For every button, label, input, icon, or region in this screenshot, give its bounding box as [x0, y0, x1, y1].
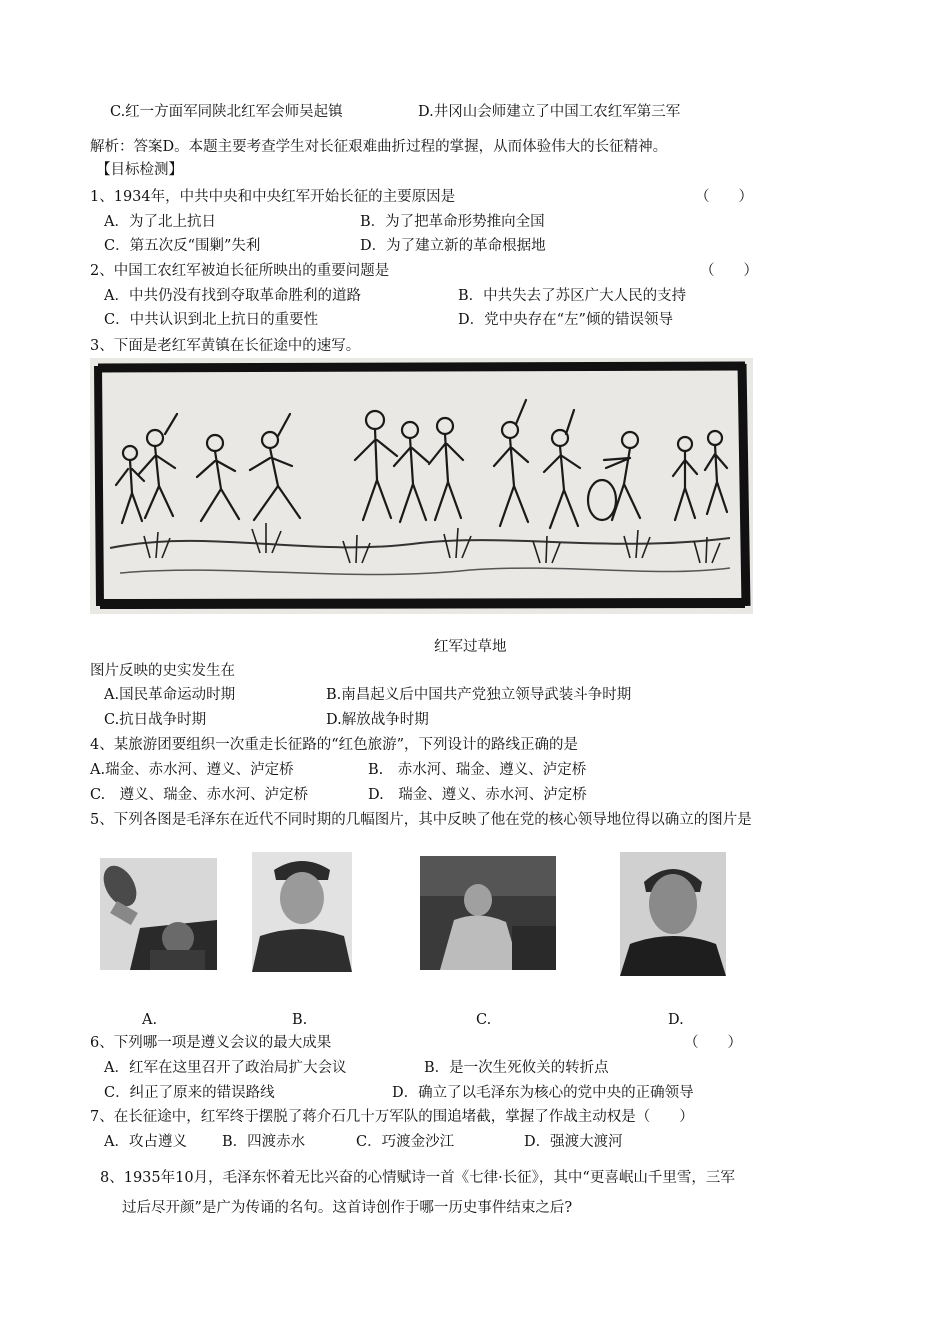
q3-stem: 3、下面是老红军黄镇在长征途中的速写。: [90, 338, 361, 354]
q7-option-d: D．强渡大渡河: [524, 1134, 623, 1150]
q1-stem: 1、1934年，中共中央和中央红军开始长征的主要原因是: [90, 189, 456, 205]
q7-option-b: B．四渡赤水: [222, 1134, 306, 1150]
q4-option-d: D. 瑞金、遵义、赤水河、泸定桥: [368, 787, 587, 803]
q7-stem: 7、在长征途中，红军终于摆脱了蒋介石几十万军队的围追堵截，掌握了作战主动权是（ ）: [90, 1109, 694, 1125]
section-title: 【目标检测】: [96, 162, 183, 178]
q2-stem: 2、中国工农红军被迫长征所映出的重要问题是: [90, 263, 390, 279]
q7-option-c: C．巧渡金沙江: [356, 1134, 455, 1150]
photo-label-c: C.: [476, 1012, 492, 1028]
q2-option-d: D．党中央存在“左”倾的错误领导: [458, 312, 673, 328]
option-c-top: C.红一方面军同陕北红军会师吴起镇: [110, 104, 343, 120]
q6-stem: 6、下列哪一项是遵义会议的最大成果: [90, 1035, 332, 1051]
option-d-top: D.井冈山会师建立了中国工农红军第三军: [418, 104, 681, 120]
q3-option-d: D.解放战争时期: [326, 712, 429, 728]
q3-option-b: B.南昌起义后中国共产党独立领导武装斗争时期: [326, 687, 632, 703]
q7-option-a: A．攻占遵义: [104, 1134, 187, 1150]
q2-option-b: B．中共失去了苏区广大人民的支持: [458, 288, 687, 304]
q4-option-c: C. 遵义、瑞金、赤水河、泸定桥: [90, 787, 309, 803]
photo-c: [420, 856, 556, 970]
q4-stem: 4、某旅游团要组织一次重走长征路的“红色旅游”，下列设计的路线正确的是: [90, 737, 579, 753]
q4-option-b: B. 赤水河、瑞金、遵义、泸定桥: [368, 762, 587, 778]
q6-option-c: C．纠正了原来的错误路线: [104, 1085, 275, 1101]
q3-option-c: C.抗日战争时期: [104, 712, 207, 728]
q8-line-2: 过后尽开颜”是广为传诵的名句。这首诗创作于哪一历史事件结束之后?: [122, 1200, 573, 1216]
q4-option-a: A.瑞金、赤水河、遵义、泸定桥: [90, 762, 294, 778]
q8-line-1: 8、1935年10月，毛泽东怀着无比兴奋的心情赋诗一首《七律·长征》，其中“更喜岷山千里雪，三军: [100, 1170, 735, 1186]
photo-d: [620, 852, 726, 976]
photo-label-b: B.: [292, 1012, 308, 1028]
q2-option-a: A．中共仍没有找到夺取革命胜利的道路: [104, 288, 361, 304]
q2-answer-paren: （ ）: [700, 263, 758, 279]
photo-b: [252, 852, 352, 972]
photo-label-a: A.: [142, 1012, 158, 1028]
q6-option-d: D．确立了以毛泽东为核心的党中央的正确领导: [392, 1085, 694, 1101]
analysis-text: 解析：答案D。本题主要考查学生对长征艰难曲折过程的掌握，从而体验伟大的长征精神。: [90, 139, 668, 155]
q6-answer-paren: （ ）: [684, 1035, 742, 1051]
q1-option-a: A．为了北上抗日: [104, 214, 216, 230]
q1-answer-paren: （ ）: [695, 189, 753, 205]
q3-option-a: A.国民革命运动时期: [104, 687, 236, 703]
q1-option-d: D．为了建立新的革命根据地: [360, 238, 546, 254]
sketch-caption: 红军过草地: [434, 639, 507, 655]
q5-stem: 5、下列各图是毛泽东在近代不同时期的几幅图片，其中反映了他在党的核心领导地位得以确立的图片是: [90, 812, 752, 828]
q3-prompt: 图片反映的史实发生在: [90, 663, 235, 679]
sketch-red-army-crossing-grassland: [90, 358, 753, 614]
q6-option-b: B．是一次生死攸关的转折点: [424, 1060, 609, 1076]
photo-label-d: D.: [668, 1012, 684, 1028]
q2-option-c: C．中共认识到北上抗日的重要性: [104, 312, 319, 328]
q1-option-c: C．第五次反“围剿”失利: [104, 238, 261, 254]
q1-option-b: B．为了把革命形势推向全国: [360, 214, 545, 230]
photo-a: [100, 858, 217, 970]
q6-option-a: A．红军在这里召开了政治局扩大会议: [104, 1060, 347, 1076]
